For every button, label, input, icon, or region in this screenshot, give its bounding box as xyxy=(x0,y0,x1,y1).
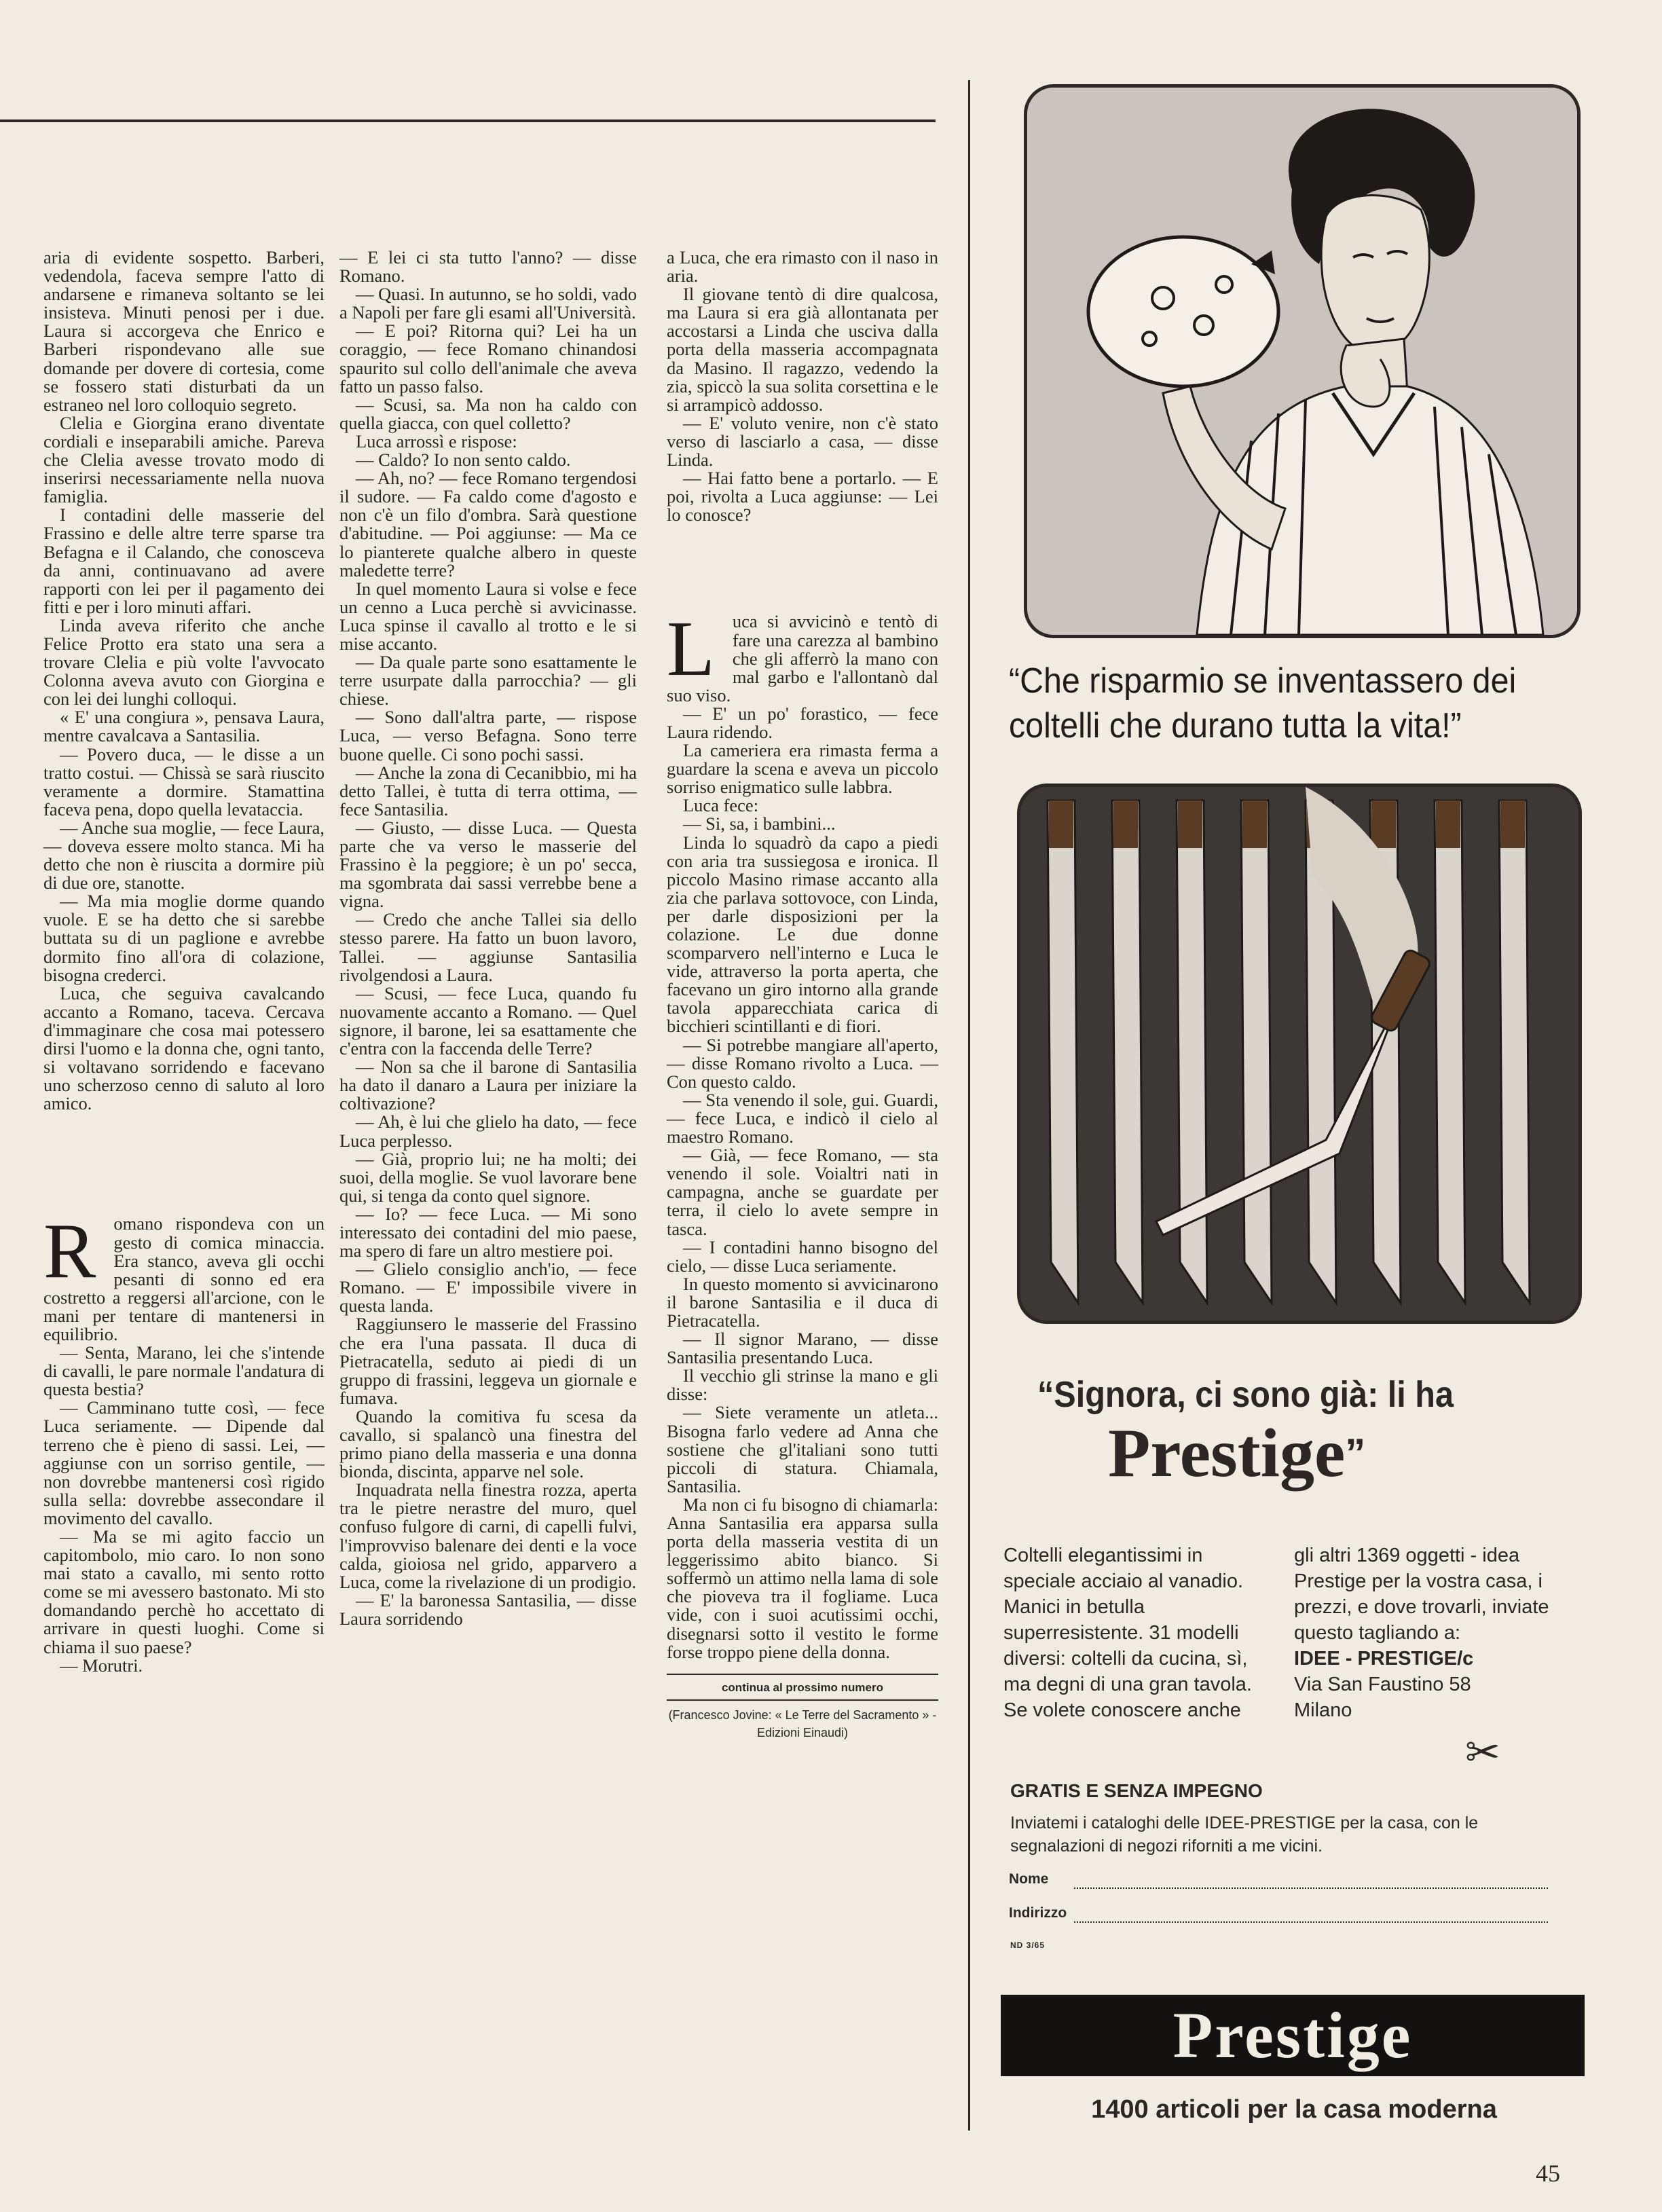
article-paragraph: — Il signor Marano, — disse Santasilia presentando Luca. xyxy=(667,1329,938,1368)
article-paragraph: — Da quale parte sono esattamente le terre usurpate dalla parrocchia? — gli chiese. xyxy=(339,652,637,709)
knife-handle xyxy=(1500,800,1525,848)
article-paragraph: — E lei ci sta tutto l'anno? — disse Romano. xyxy=(339,247,637,287)
knives-photo xyxy=(1017,784,1582,1324)
coupon-name-field[interactable] xyxy=(1074,1886,1548,1889)
article-paragraph: Inquadrata nella finestra rozza, aperta tra le pietre nerastre del muro, quel confuso fulgore di carni, di capelli fulvi, l'improvviso balenare dei denti e la voce calda, gioiosa nel grido, apparvero a Luca, come la rivelazione di un prodigio. xyxy=(339,1479,637,1592)
article-paragraph: — Sono dall'altra parte, — rispose Luca, — verso Befagna. Sono terre buone quelle. Ci sono pochi sassi. xyxy=(339,707,637,764)
article-paragraph: — Anche la zona di Cecanibbio, mi ha detto Tallei, è tutta di terra ottima, — fece Santasilia. xyxy=(339,762,637,819)
article-paragraph: — Io? — fece Luca. — Mi sono interessato dei contadini del mio paese, ma spero di fare un altro mestiere poi. xyxy=(339,1203,637,1261)
article-paragraph: — Si potrebbe mangiare all'aperto, — disse Romano rivolto a Luca. — Con questo caldo. xyxy=(667,1034,938,1092)
drop-cap-l: L xyxy=(667,606,715,693)
ad-address-street: Via San Faustino 58 xyxy=(1294,1674,1471,1695)
knife-blade xyxy=(1112,800,1143,1303)
article-paragraph: — Quasi. In autunno, se ho soldi, vado a Napoli per fare gli esami all'Università. xyxy=(339,284,637,323)
knife-handle xyxy=(1178,800,1202,848)
article-paragraph: omano rispondeva con un gesto di comica minaccia. Era stanco, aveva gli occhi pesanti di sonno ed era costretto a reggersi all'arcione, con le mani per tentare di mantenersi in equilibrio. xyxy=(43,1213,325,1344)
prestige-logo-bar: Prestige xyxy=(1001,1995,1585,2076)
article-paragraph: — Povero duca, — le disse a un tratto costui. — Chissà se sarà riuscito veramente a dormire. Stamattina faceva pena, dopo quella levataccia. xyxy=(43,743,325,819)
article-paragraph: Linda lo squadrò da capo a piedi con aria tra sussiegosa e ironica. Il piccolo Masino rimase accanto alla zia che parlava sottovoce, con Linda, per darle disposizioni per la colazione. Le due donne scomparvero nell'interno e Luca le vide, attraverso la porta aperta, che facevano un giro intorno alla grande tavola apparecchiata carica di bicchieri scintillanti e di fiori. xyxy=(667,832,938,1037)
article-paragraph: — Sta venendo il sole, gui. Guardi, — fece Luca, e indicò il cielo al maestro Romano. xyxy=(667,1089,938,1147)
article-paragraph: — Credo che anche Tallei sia dello stesso parere. Ha fatto un buon lavoro, Tallei. — aggiunse Santasilia rivolgendosi a Laura. xyxy=(339,909,637,985)
article-paragraph: uca si avvicinò e tentò di fare una carezza al bambino che gli afferrò la mano con mal garbo e l'allontanò dal suo viso. xyxy=(667,611,938,705)
article-paragraph: Linda aveva riferito che anche Felice Protto era stato una sera a trovare Clelia e più volte l'avvocato Colonna aveva avuto con Giorgina e con lei dei lunghi colloqui. xyxy=(43,614,325,709)
article-paragraph: Clelia e Giorgina erano diventate cordiali e inseparabili amiche. Pareva che Clelia avesse trovato modo di inserirsi necessariamente nella nuova famiglia. xyxy=(43,412,325,507)
knife-blade xyxy=(1241,800,1272,1303)
knife-handle xyxy=(1113,800,1138,848)
article-paragraph: — Si, sa, i bambini... xyxy=(683,813,836,834)
knife-handle xyxy=(1049,800,1073,848)
article-paragraph: — E' voluto venire, non c'è stato verso di lasciarlo a casa, — disse Linda. xyxy=(667,412,938,471)
article-paragraph: Luca arrossì e rispose: xyxy=(356,430,517,451)
source-citation: (Francesco Jovine: « Le Terre del Sacramento » - Edizioni Einaudi) xyxy=(668,1708,937,1739)
article-paragraph: Luca fece: xyxy=(683,795,759,816)
article-paragraph: — E' la baronessa Santasilia, — disse Laura sorridendo xyxy=(339,1589,637,1629)
article-paragraph: La cameriera era rimasta ferma a guardare la scena e aveva un piccolo sorriso enigmatico sulle labbra. xyxy=(667,740,938,798)
article-column-3 xyxy=(667,248,938,1741)
article-paragraph: Raggiunsero le masserie del Frassino che era l'una passata. Il duca di Pietracatella, seduto ai piedi di un gruppo di frassini, leggeva un giornale e fumava. xyxy=(339,1314,637,1408)
ad-brand-heading xyxy=(1108,1416,1365,1491)
article-paragraph: — Siete veramente un atleta... Bisogna farlo vedere ad Anna che sostiene che gl'italiani sono tutti piccoli di statura. Chiamala, Santasilia. xyxy=(667,1402,938,1496)
article-paragraph: — Ah, no? — fece Romano tergendosi il sudore. — Fa caldo come d'agosto e non c'è un filo d'ombra. Sarà questione d'abitudine. — Poi aggiunse: — Ma ce lo pianterete qualche albero in queste maledette terre? xyxy=(339,468,637,580)
ad-body-right-text: gli altri 1369 oggetti - idea Prestige per la vostra casa, i prezzi, e dove trovarli, inviate questo tagliando a: xyxy=(1294,1545,1549,1644)
article-paragraph: — Scusi, — fece Luca, quando fu nuovamente accanto a Romano. — Quel signore, il barone, lei sa esattamente che c'entra con la faccenda delle Terre? xyxy=(339,982,637,1059)
article-paragraph: — Hai fatto bene a portarlo. — E poi, rivolta a Luca aggiunse: — Lei lo conosce? xyxy=(667,468,938,526)
continued-note: continua al prossimo numero xyxy=(667,1674,938,1701)
article-paragraph: aria di evidente sospetto. Barberi, vedendola, faceva sempre l'atto di andarsene e rimaneva soltanto se lei insisteva. Minuti penosi per i due. Laura si accorgeva che Enrico e Barberi rispondevano alle sue domande per dovere di cortesia, come se fossero stati disturbati da un estraneo nel loro colloquio segreto. xyxy=(43,247,325,415)
article-paragraph: I contadini delle masserie del Frassino e delle altre terre sparse tra Befagna e il Calando, che conosceva da anni, continuavano ad avere rapporti con lei per il pagamento dei fitti e per i loro minuti affari. xyxy=(43,504,325,617)
article-paragraph: « E' una congiura », pensava Laura, mentre cavalcava a Santasilia. xyxy=(43,707,325,746)
article-column-1 xyxy=(43,248,325,1675)
knife-blade xyxy=(1435,800,1465,1303)
article-paragraph: — Scusi, sa. Ma non ha caldo con quella giacca, con quel colletto? xyxy=(339,394,637,433)
knife-blade xyxy=(1499,800,1530,1303)
article-paragraph: — Morutri. xyxy=(60,1655,143,1676)
knife-handle xyxy=(1242,800,1267,848)
ad-tagline: 1400 articoli per la casa moderna xyxy=(1091,2095,1497,2124)
coupon-title: GRATIS E SENZA IMPEGNO xyxy=(1010,1780,1263,1801)
article-paragraph: Il giovane tentò di dire qualcosa, ma Laura si era già allontanata per accostarsi a Linda che usciva dalla porta della masseria accompagnata da Masino. Il ragazzo, vedendo la zia, spiccò la sua solita corsettina e le si arrampicò addosso. xyxy=(667,284,938,415)
ad-quote-2: “Signora, ci sono già: li ha xyxy=(1037,1374,1454,1415)
ad-body-left: Coltelli elegantissimi in speciale acciaio al vanadio. Manici in betulla superresistente. 31 modelli diversi: coltelli da cucina, sì, ma degni di una gran tavola. Se volete conoscere anche xyxy=(1003,1545,1252,1721)
article-paragraph: — Ah, è lui che glielo ha dato, — fece Luca perplesso. xyxy=(339,1111,637,1151)
coupon-text: Inviatemi i cataloghi delle IDEE-PRESTIGE per la casa, con le segnalazioni di negozi riforniti a me vicini. xyxy=(1010,1813,1479,1856)
knife-handle xyxy=(1436,800,1460,848)
scissors-icon: ✂ xyxy=(1465,1727,1500,1777)
article-paragraph: In questo momento si avvicinarono il barone Santasilia e il duca di Pietracatella. xyxy=(667,1273,938,1331)
ad-body-right xyxy=(1294,1543,1593,1723)
knife-handle xyxy=(1371,800,1396,848)
closing-quote: ” xyxy=(1345,1431,1366,1476)
ad-quote-1: “Che risparmio se inventassero dei coltelli che durano tutta la vita!” xyxy=(1009,661,1517,745)
article-paragraph: — I contadini hanno bisogno del cielo, — disse Luca seriamente. xyxy=(667,1236,938,1276)
coupon-address-field[interactable] xyxy=(1074,1920,1548,1923)
ad-address-city: Milano xyxy=(1294,1699,1352,1721)
article-paragraph: In quel momento Laura si volse e fece un cenno a Luca perchè si avvicinasse. Luca spinse il cavallo al trotto e le si mise accanto. xyxy=(339,578,637,654)
article-paragraph: Luca, che seguiva cavalcando accanto a Romano, taceva. Cercava d'immaginare che cosa mai potessero dirsi l'uomo e la donna che, ogni tanto, si voltavano sorridendo e facevano uno scherzoso cenno di saluto al loro amico. xyxy=(43,982,325,1114)
article-paragraph: — Giusto, — disse Luca. — Questa parte che va verso le masserie del Frassino è la peggiore; è un po' secca, ma sgombrata dai sassi verrebbe bene a vigna. xyxy=(339,817,637,912)
article-paragraph: — Ma mia moglie dorme quando vuole. E se ha detto che si sarebbe buttata su di un paglione e avrebbe dormito fino all'ora di colazione, bisogna crederci. xyxy=(43,891,325,985)
coupon-code: ND 3/65 xyxy=(1010,1940,1046,1950)
coupon-address-label: Indirizzo xyxy=(1009,1905,1067,1921)
article-paragraph: Il vecchio gli strinse la mano e gli disse: xyxy=(667,1365,938,1405)
article-paragraph: — Glielo consiglio anch'io, — fece Romano. — E' impossibile vivere in questa landa. xyxy=(339,1259,637,1316)
top-rule xyxy=(0,119,936,122)
article-paragraph: — Non sa che il barone di Santasilia ha dato il danaro a Laura per iniziare la coltivazione? xyxy=(339,1056,637,1114)
page-number: 45 xyxy=(1536,2160,1560,2187)
woman-illustration xyxy=(1024,84,1581,638)
article-paragraph: — Senta, Marano, lei che s'intende di cavalli, le pare normale l'andatura di questa bestia? xyxy=(43,1342,325,1400)
article-paragraph: — Ma se mi agito faccio un capitombolo, mio caro. Io non sono mai stato a cavallo, mi sento rotto come se mi avessero bastonato. Mi sto domandando perchè ho accettato di arrivare in questi luoghi. Come si chiama il suo paese? xyxy=(43,1526,325,1657)
article-paragraph: a Luca, che era rimasto con il naso in aria. xyxy=(667,247,938,287)
article-paragraph: — Anche sua moglie, — fece Laura, — doveva essere molto stanca. Mi ha detto che non è riuscita a dormire più di due ore, stanotte. xyxy=(43,817,325,893)
brand-name: Prestige xyxy=(1108,1415,1346,1492)
article-paragraph: — E' un po' forastico, — fece Laura ridendo. xyxy=(667,703,938,742)
knife-blade xyxy=(1048,800,1078,1303)
article-paragraph: Quando la comitiva fu scesa da cavallo, si spalancò una finestra del primo piano della masseria e una donna bionda, discinta, apparve nel sole. xyxy=(339,1405,637,1482)
coupon-name-label: Nome xyxy=(1009,1871,1049,1887)
article-paragraph: — Già, — fece Romano, — sta venendo il sole. Voialtri nati in campagna, anche se guardate per terra, il cielo lo avete sempre in tasca. xyxy=(667,1145,938,1239)
article-paragraph: — Già, proprio lui; ne ha molti; dei suoi, della moglie. Se vuol lavorare bene qui, si tenga da conto quel signore. xyxy=(339,1148,637,1206)
article-paragraph: Ma non ci fu bisogno di chiamarla: Anna Santasilia era apparsa sulla porta della masseria vestita di un leggerissimo abito bianco. Si soffermò un attimo nella lama di sole che pioveva tra il fogliame. Luca vide, con i suoi acutissimi occhi, disegnarsi sotto il vestito le forme forse troppo piene della donna. xyxy=(667,1494,938,1662)
column-divider xyxy=(968,80,970,2131)
article-column-2 xyxy=(339,248,637,1628)
article-paragraph: — Caldo? Io non sento caldo. xyxy=(356,449,571,471)
ad-address-name: IDEE - PRESTIGE/c xyxy=(1294,1648,1474,1670)
article-paragraph: — Camminano tutte così, — fece Luca seriamente. — Dipende dal terreno che è pieno di sassi. Lei, — aggiunse con un sorriso gentile, — non dovrebbe mantenersi così rigido sulla sella: dovrebbe assecondare il movimento del cavallo. xyxy=(43,1397,325,1528)
drop-cap-r: R xyxy=(43,1208,96,1295)
article-paragraph: — E poi? Ritorna qui? Lei ha un coraggio, — fece Romano chinandosi spaurito sul collo dell'animale che aveva fatto un passo falso. xyxy=(339,320,637,397)
